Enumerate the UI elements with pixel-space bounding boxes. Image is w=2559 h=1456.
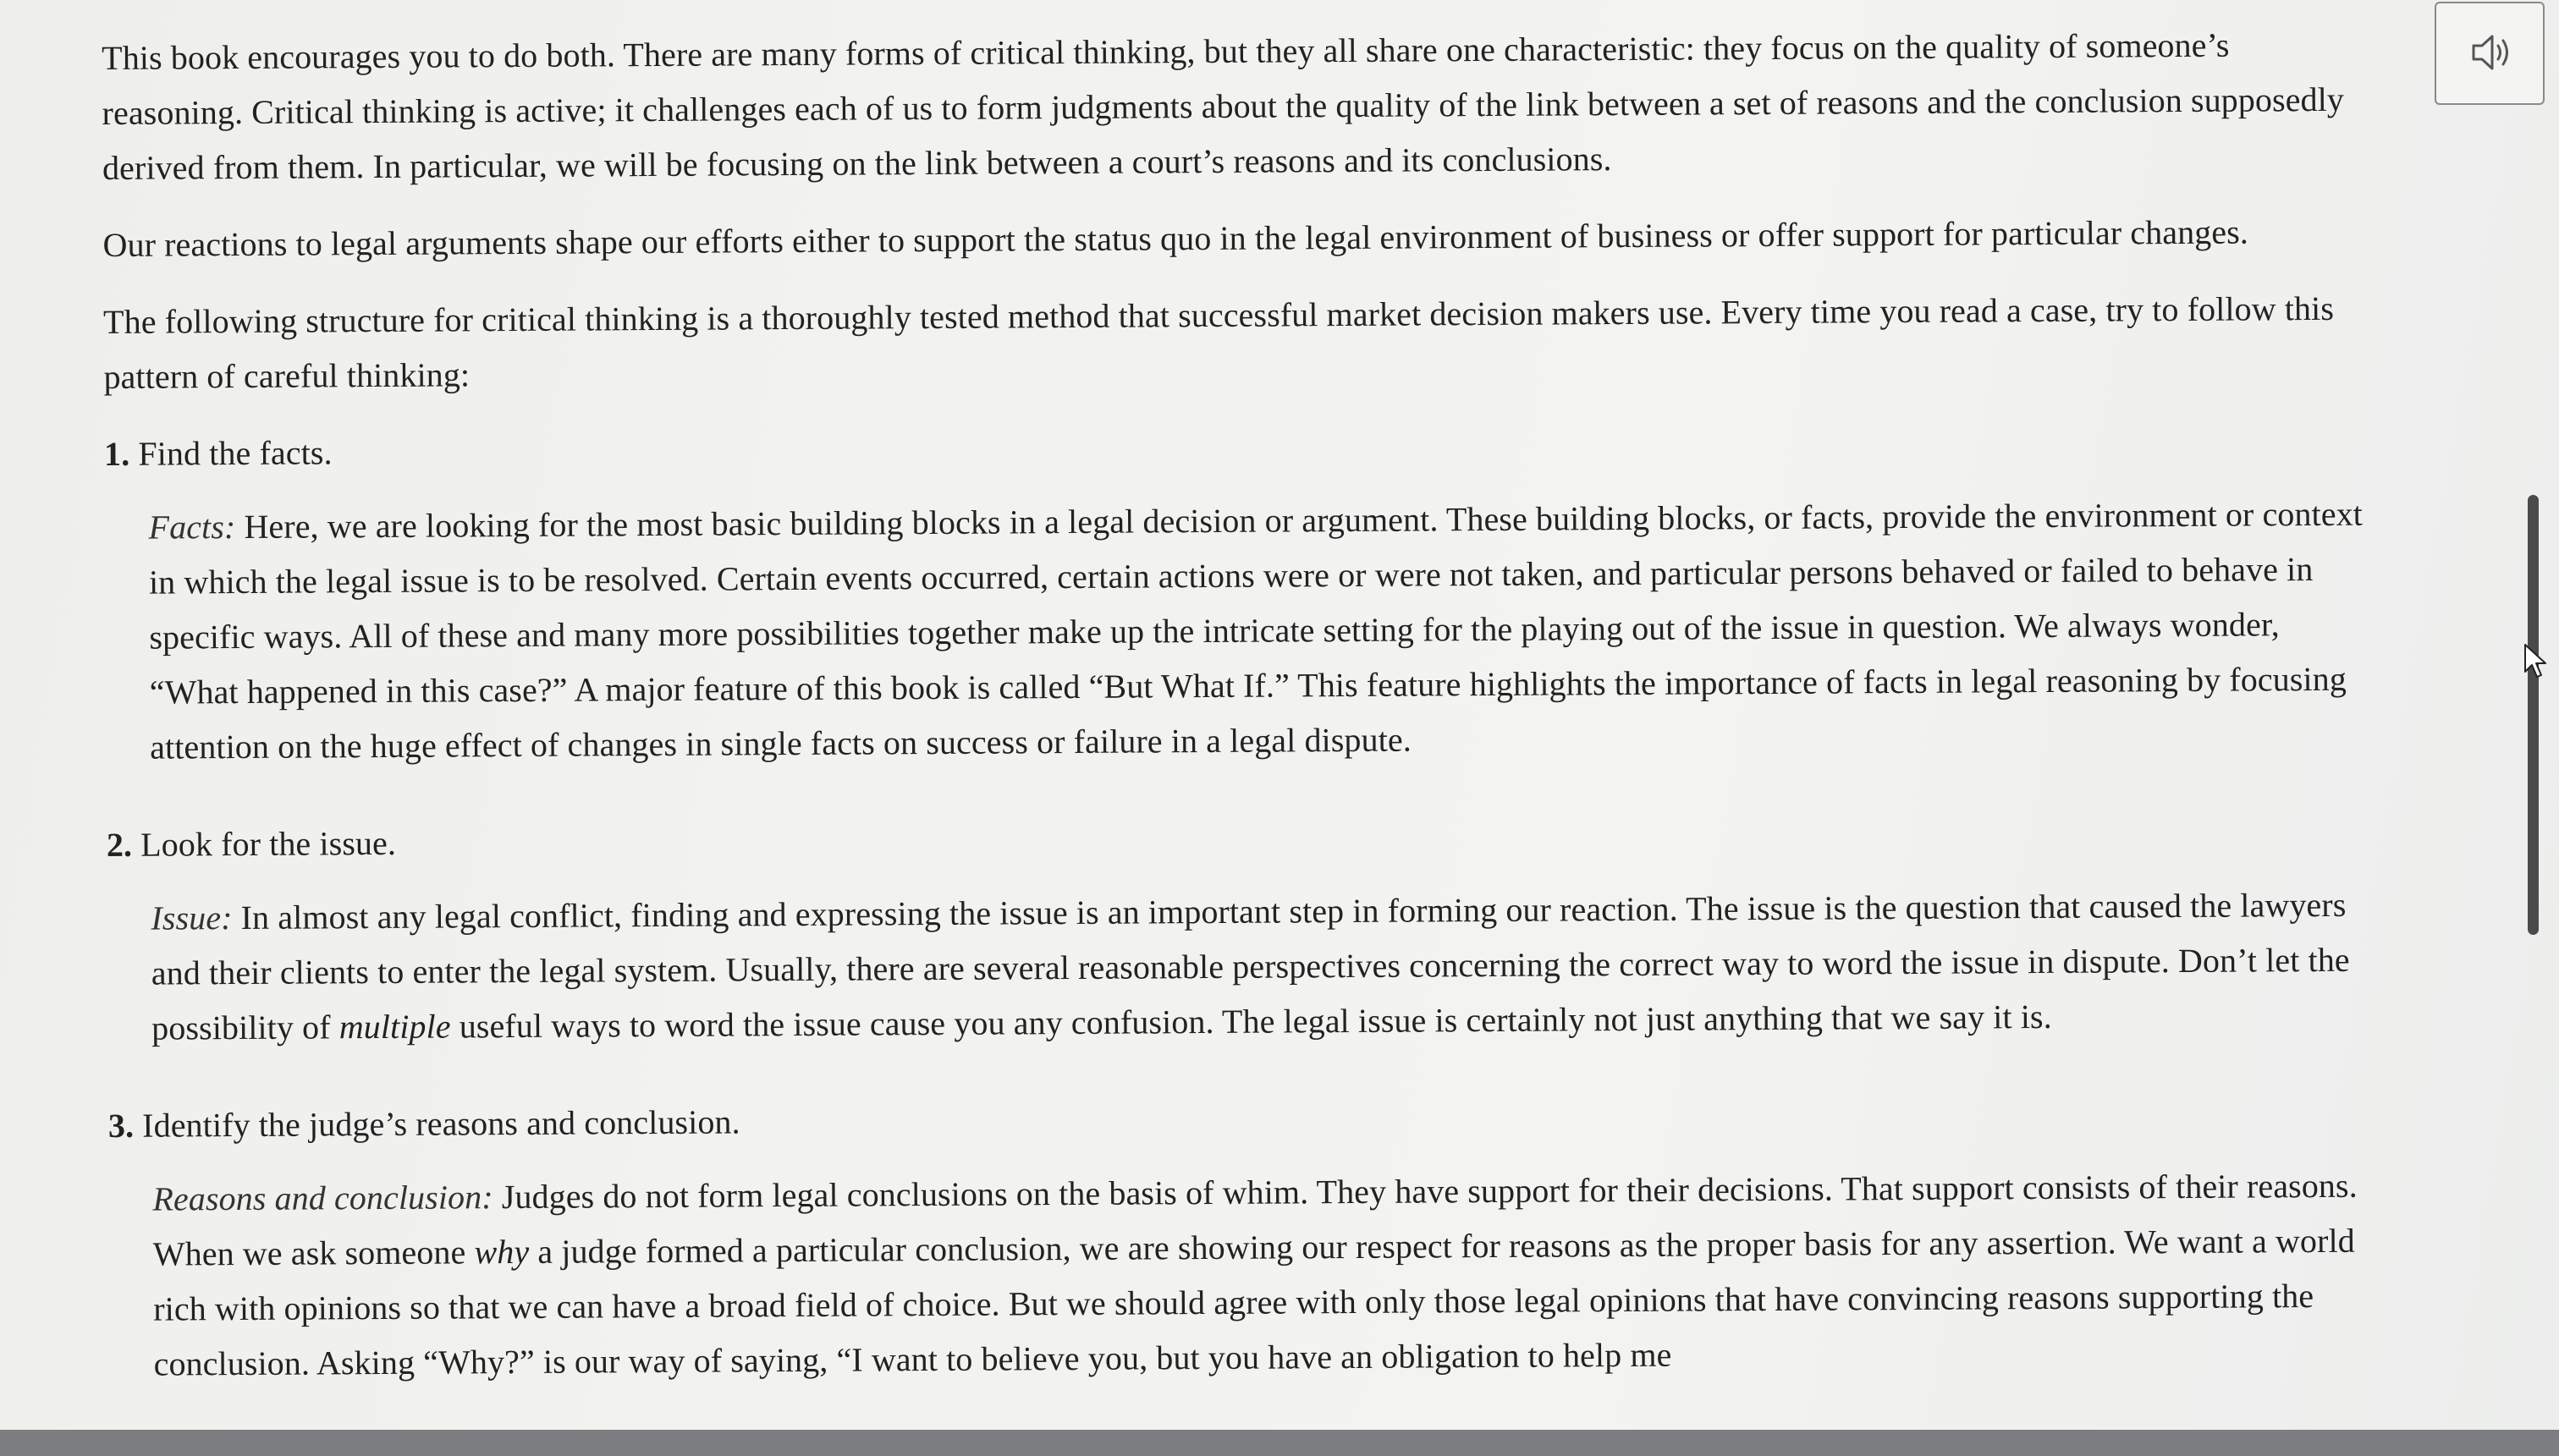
step-number: 1.: [103, 434, 130, 473]
step-term: Reasons and conclusion:: [152, 1178, 493, 1218]
step-text: useful ways to word the issue cause you any confusion. The legal issue is certainly not just anything that we say it is.: [450, 997, 2052, 1046]
step-term: Issue:: [151, 898, 233, 937]
intro-paragraph-1: This book encourages you to do both. There are many forms of critical thinking, but they all share one characteristic: they focus on the quality of someone’s reasoning. Critical thinking is active; it challenges each of us to form judgments about the quality of the link between a set of reasons and the conclusion supposedly derived from them. In particular, we will be focusing on the link between a court’s reasons and its conclusions.: [102, 25, 2345, 187]
step-2: [107, 804, 2376, 1056]
step-text: In almost any legal conflict, finding and expressing the issue is an important step in forming our reaction. The issue is the question that caused the lawyers and their clients to enter the legal system. Usually, there are several reasonable perspectives concerning the correct way to word the issue in dispute. Don’t let the possibility of: [151, 885, 2350, 1047]
step-number: 3.: [107, 1106, 135, 1145]
step-title: Identify the judge’s reasons and conclusion.: [142, 1102, 740, 1145]
step-text: Here, we are looking for the most basic building blocks in a legal decision or argument. These building blocks, or facts, provide the environment or context in which the legal issue is to be resolved. Certain events occurred, certain actions were or were not taken, and particular persons behaved or failed to behave in specific ways. All of these and many more possibilities together make up the intricate setting for the playing out of the issue in question. We always wonder, “What happened in this case?” A major feature of this book is called “But What If.” This feature highlights the importance of facts in legal reasoning by focusing attention on the huge effect of changes in single facts on success or failure in a legal dispute.: [148, 494, 2364, 766]
speaker-icon: [2468, 29, 2516, 76]
step-2-body: [151, 877, 2375, 1056]
step-emphasis: why: [474, 1232, 530, 1272]
step-text: Judges do not form legal conclusions on the basis of whim. They have support for their decisions. That support consists of their reasons. When we ask someone: [152, 1166, 2358, 1273]
step-term: Facts:: [148, 508, 236, 547]
step-3-body: [152, 1158, 2378, 1392]
step-3: [108, 1085, 2378, 1392]
reading-content: [102, 17, 2378, 1434]
step-emphasis: multiple: [338, 1007, 451, 1047]
mouse-cursor-icon: [2523, 643, 2549, 680]
scrollbar-thumb[interactable]: [2528, 495, 2539, 935]
step-1: [104, 413, 2374, 775]
step-3-heading: [108, 1085, 2376, 1153]
step-2-heading: [107, 804, 2375, 872]
step-title: Find the facts.: [138, 433, 333, 473]
step-text: a judge formed a particular conclusion, we are showing our respect for reasons as the proper basis for any assertion. We want a world rich with opinions so that we can have a broad field of choice. But we should agree with only those legal opinions that have convincing reasons supporting the conclusion. Asking “Why?” is our way of saying, “I want to believe you, but you have an obligation to help me: [153, 1221, 2355, 1383]
step-number: 2.: [106, 825, 133, 864]
bottom-edge-bar: [0, 1430, 2559, 1456]
intro-paragraph-3: The following structure for critical thinking is a thoroughly tested method that successful market decision makers use. Every time you read a case, try to follow this pattern of careful thinking:: [102, 288, 2335, 396]
step-title: Look for the issue.: [140, 823, 397, 864]
intro-paragraph-2: Our reactions to legal arguments shape our efforts either to support the status quo in the legal environment of business or offer support for particular changes.: [102, 212, 2249, 264]
step-1-heading: [104, 413, 2372, 481]
scrollbar[interactable]: [2525, 0, 2545, 1430]
step-1-body: [148, 486, 2374, 775]
